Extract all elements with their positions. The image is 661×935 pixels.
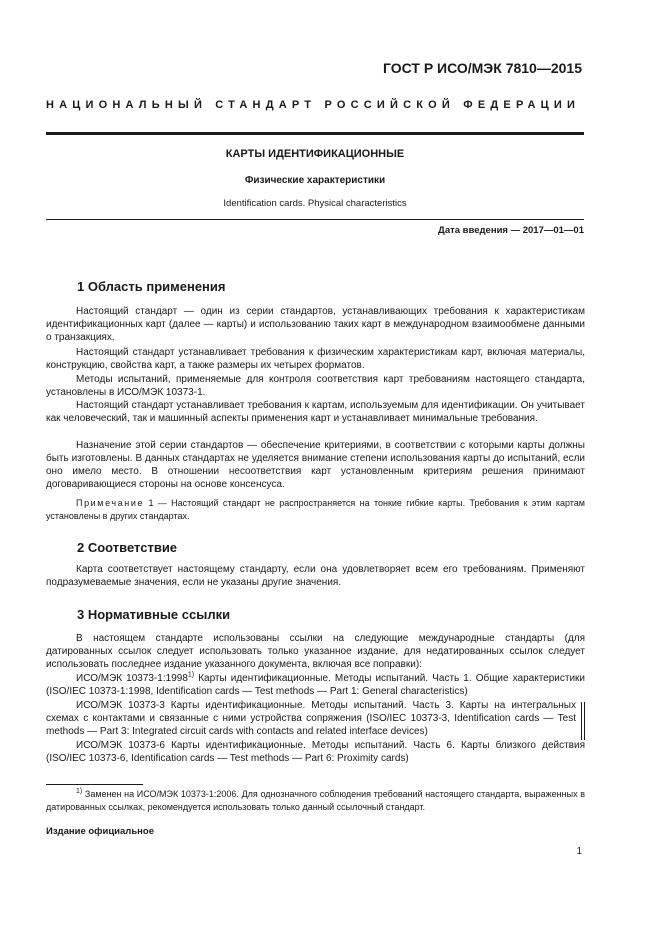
header-rule xyxy=(46,132,584,135)
paragraph-text: Настоящий стандарт устанавливает требования к физическим характеристикам карт, включая материалы, конструкцию, свойства карт, а также размеры их четырех форматов. xyxy=(46,347,585,371)
english-title: Identification cards. Physical characteristics xyxy=(223,198,407,209)
footnote-marker: 1) xyxy=(76,788,83,795)
scope-paragraph-2 xyxy=(46,346,585,372)
reference-10373-1 xyxy=(46,672,585,698)
note-text: 1 — Настоящий стандарт не распространяется на тонкие гибкие карты. Требования к этим картам установлены в других стандартах. xyxy=(46,498,585,521)
references-intro xyxy=(46,632,585,671)
standard-title: КАРТЫ ИДЕНТИФИКАЦИОННЫЕ xyxy=(225,148,405,160)
paragraph-text: Настоящий стандарт — один из серии стандартов, устанавливающих требования к характеристикам идентификационных карт (далее — карты) и использованию таких карт в международном взаимообмене данными о транзакциях. xyxy=(46,306,585,343)
section-heading-references: 3 Нормативные ссылки xyxy=(77,607,231,622)
reference-text: ИСО/МЭК 10373-3 Карты идентификационные. Методы испытаний. Часть 3. Карты на интегральных схемах с контактами и связанные с ними устройства сопряжения (ISO/IEC 10373-3, Identification cards — Test methods — Part 3: Integrated circuit cards with contacts and related interface devices) xyxy=(46,700,576,737)
section-heading-scope: 1 Область применения xyxy=(77,279,226,294)
scope-paragraph-3 xyxy=(46,373,585,399)
scope-paragraph-5 xyxy=(46,439,585,491)
conformance-paragraph xyxy=(46,563,585,589)
footnote xyxy=(46,788,585,814)
official-edition-label: Издание официальное xyxy=(46,826,154,837)
footnote-rule xyxy=(46,784,143,785)
footnote-ref-marker: 1) xyxy=(187,671,195,679)
change-bar xyxy=(581,702,585,740)
reference-text: ИСО/МЭК 10373-6 Карты идентификационные. Методы испытаний. Часть 6. Карты близкого действия (ISO/IEC 10373-6, Identification cards — Test methods — Part 6: Proximity cards) xyxy=(46,740,585,764)
scope-paragraph-1 xyxy=(46,305,585,344)
national-standard-banner: НАЦИОНАЛЬНЫЙ СТАНДАРТ РОССИЙСКОЙ ФЕДЕРАЦИИ xyxy=(46,99,581,111)
paragraph-text: Настоящий стандарт устанавливает требования к картам, используемым для идентификации. Он учитывает как человеческий, так и машинный аспекты применения карт и устанавливает минимальные требования. xyxy=(46,400,585,424)
paragraph-text: Карта соответствует настоящему стандарту, если она удовлетворяет всем его требованиям. Применяют подразумеваемые значения, если не указаны другие значения. xyxy=(46,564,585,588)
reference-code: ИСО/МЭК 10373-1:1998 xyxy=(76,673,188,684)
reference-10373-6 xyxy=(46,739,585,765)
reference-10373-3 xyxy=(46,699,576,738)
paragraph-text: В настоящем стандарте использованы ссылки на следующие международные стандарты (для датированных ссылок следует использовать только указанное издание, для недатированных ссылок следует использовать последнее издание указанного документа, включая все поправки): xyxy=(46,633,585,670)
title-rule xyxy=(46,219,584,220)
scope-paragraph-4 xyxy=(46,399,585,425)
document-code: ГОСТ Р ИСО/МЭК 7810—2015 xyxy=(382,60,582,76)
footnote-text: Заменен на ИСО/МЭК 10373-1:2006. Для однозначного соблюдения требований настоящего стандарта, выраженных в датированных ссылках, рекомендуется использовать только данный ссылочный стандарт. xyxy=(46,789,585,812)
standard-subtitle: Физические характеристики xyxy=(244,175,386,186)
note-label: Примечание xyxy=(76,498,145,508)
paragraph-text: Назначение этой серии стандартов — обеспечение критериями, в соответствии с которыми карты должны быть изготовлены. В данных стандартах не уделяется внимание степени использования карты до испытаний, если оно имело место. В отношении несоответствия карт установленным критериям решения принимают договаривающиеся стороны на основе консенсуса. xyxy=(46,440,585,490)
reference-text: Карты идентификационные. Методы испытаний. Часть 1. Общие характеристики (ISO/IEC 10373-1:1998, Identification cards — Test methods — Part 1: General characteristics) xyxy=(46,673,586,697)
section-heading-conformance: 2 Соответствие xyxy=(77,540,178,555)
scope-note xyxy=(46,497,585,523)
paragraph-text: Методы испытаний, применяемые для контроля соответствия карт требованиям настоящего стандарта, установлены в ИСО/МЭК 10373-1. xyxy=(46,374,585,398)
page-number: 1 xyxy=(576,846,582,857)
introduction-date: Дата введения — 2017—01—01 xyxy=(438,225,584,236)
